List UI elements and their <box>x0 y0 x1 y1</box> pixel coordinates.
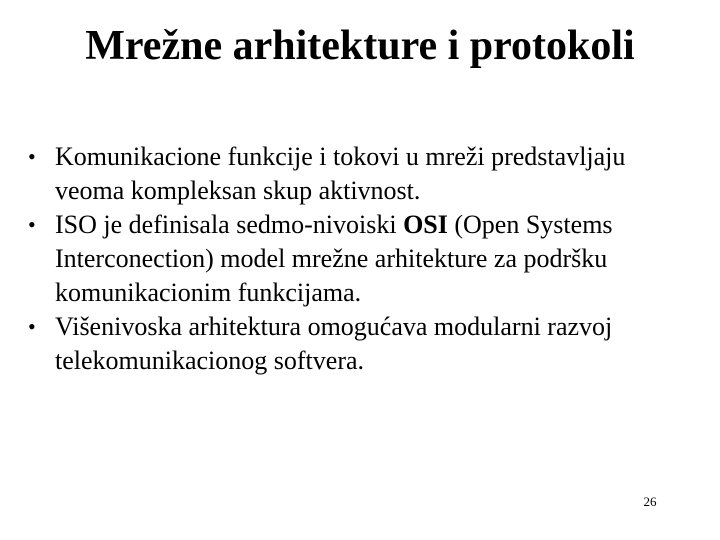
bullet-item-2 <box>28 208 698 310</box>
bullet-list <box>28 140 698 378</box>
slide-title: Mrežne arhitekture i protokoli <box>85 23 635 69</box>
bullet-marker: • <box>28 144 36 169</box>
bullet-text-start: ISO je definisala sedmo-nivoiski <box>55 210 404 239</box>
bullet-marker: • <box>28 314 36 339</box>
bullet-text-end: (Open Systems Interconection) model mrežne arhitekture za podršku komunikacionim funkcijama. <box>55 210 613 307</box>
bullet-text: Višenivoska arhitektura omogućava modularni razvoj telekomunikacionog softvera. <box>55 312 613 375</box>
bullet-text: Komunikacione funkcije i tokovi u mreži predstavljaju veoma kompleksan skup aktivnost. <box>55 142 626 205</box>
bullet-item-1 <box>28 140 698 208</box>
bullet-item-3 <box>28 310 698 378</box>
bullet-marker: • <box>28 212 36 237</box>
osi-emphasis: OSI <box>403 210 448 239</box>
page-number: 26 <box>643 494 657 509</box>
